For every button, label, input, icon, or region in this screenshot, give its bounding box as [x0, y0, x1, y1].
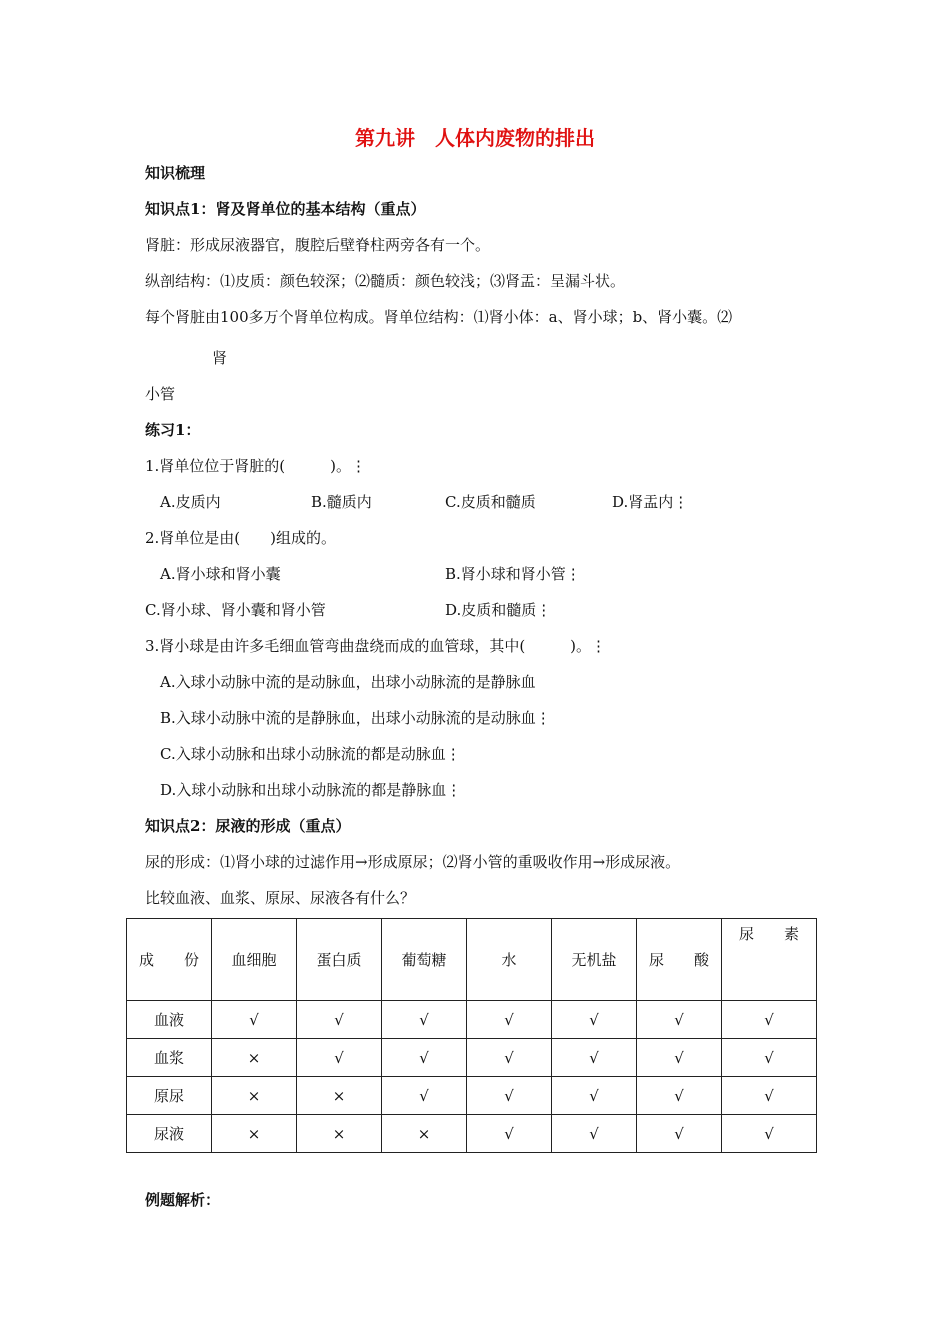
table-cell: √: [637, 1077, 722, 1115]
table-cell: √: [722, 1001, 817, 1039]
table-cell: √: [722, 1077, 817, 1115]
table-header-cell: 血细胞: [212, 919, 297, 1001]
table-cell: √: [467, 1039, 552, 1077]
table-cell: √: [382, 1077, 467, 1115]
table-header-cell: 蛋白质: [297, 919, 382, 1001]
table-cell: √: [212, 1001, 297, 1039]
example-heading: 例题解析：: [145, 1191, 221, 1209]
comparison-table: [126, 918, 817, 1153]
kp2-line-formation: 尿的形成：⑴肾小球的过滤作用→形成原尿；⑵肾小管的重吸收作用→形成尿液。: [145, 853, 681, 871]
kp1-heading: 知识点1：肾及肾单位的基本结构（重点）: [145, 200, 426, 218]
table-header-cell: 水: [467, 919, 552, 1001]
table-cell: 血浆: [127, 1039, 212, 1077]
table-cell: ×: [212, 1077, 297, 1115]
q2-option-d: D.皮质和髓质⋮: [445, 601, 552, 619]
q3-option-b: B.入球小动脉中流的是静脉血，出球小动脉流的是动脉血⋮: [160, 709, 551, 727]
kp1-line-tubule: 小管: [145, 385, 176, 403]
table-header-cell: 葡萄糖: [382, 919, 467, 1001]
kp1-line-shen: 肾: [212, 349, 228, 367]
table-cell: ×: [212, 1115, 297, 1153]
table-cell: √: [382, 1001, 467, 1039]
q1-option-b: B.髓质内: [311, 493, 372, 511]
table-cell: ×: [297, 1115, 382, 1153]
table-row: [127, 1077, 817, 1115]
table-cell: √: [297, 1039, 382, 1077]
table-cell: √: [552, 1115, 637, 1153]
q3-option-c: C.入球小动脉和出球小动脉流的都是动脉血⋮: [160, 745, 461, 763]
table-cell: ×: [297, 1077, 382, 1115]
kp2-heading: 知识点2：尿液的形成（重点）: [145, 817, 351, 835]
table-cell: √: [637, 1039, 722, 1077]
kp1-line-nephron: 每个肾脏由100多万个肾单位构成。肾单位结构：⑴肾小体：a、肾小球；b、肾小囊。⑵: [145, 308, 733, 326]
q3-stem: 3.肾小球是由许多毛细血管弯曲盘绕而成的血管球，其中( )。⋮: [145, 637, 607, 655]
q1-stem: 1.肾单位位于肾脏的( )。⋮: [145, 457, 367, 475]
table-header-cell: 无机盐: [552, 919, 637, 1001]
q2-stem: 2.肾单位是由( )组成的。: [145, 529, 337, 547]
q2-option-a: A.肾小球和肾小囊: [160, 565, 281, 583]
table-row: [127, 1001, 817, 1039]
table-cell: ×: [212, 1039, 297, 1077]
table-cell: √: [467, 1077, 552, 1115]
exercise1-heading: 练习1：: [145, 421, 201, 439]
table-cell: 血液: [127, 1001, 212, 1039]
table-cell: √: [297, 1001, 382, 1039]
table-cell: 原尿: [127, 1077, 212, 1115]
section-review-heading: 知识梳理: [145, 164, 206, 182]
kp1-line-section: 纵剖结构：⑴皮质：颜色较深；⑵髓质：颜色较浅；⑶肾盂：呈漏斗状。: [145, 272, 626, 290]
table-cell: ×: [382, 1115, 467, 1153]
table-header-cell: 成 份: [127, 919, 212, 1001]
table-cell: 尿液: [127, 1115, 212, 1153]
table-cell: √: [382, 1039, 467, 1077]
table-row: [127, 1039, 817, 1077]
table-header-cell: 尿 素: [722, 919, 817, 1001]
table-cell: √: [722, 1115, 817, 1153]
q1-option-a: A.皮质内: [160, 493, 221, 511]
q1-option-c: C.皮质和髓质: [445, 493, 536, 511]
q1-option-d: D.肾盂内⋮: [612, 493, 689, 511]
q3-option-a: A.入球小动脉中流的是动脉血，出球小动脉流的是静脉血: [160, 673, 536, 691]
kp2-line-compare: 比较血液、血浆、原尿、尿液各有什么？: [145, 889, 416, 907]
table-cell: √: [552, 1039, 637, 1077]
table-cell: √: [637, 1115, 722, 1153]
q2-option-b: B.肾小球和肾小管⋮: [445, 565, 581, 583]
q2-option-c: C.肾小球、肾小囊和肾小管: [145, 601, 326, 619]
table-cell: √: [467, 1001, 552, 1039]
table-row: [127, 1115, 817, 1153]
table-cell: √: [722, 1039, 817, 1077]
table-cell: √: [467, 1115, 552, 1153]
table-cell: √: [552, 1001, 637, 1039]
page-title: 第九讲 人体内废物的排出: [355, 126, 595, 150]
table-header-row: [127, 919, 817, 1001]
table-cell: √: [637, 1001, 722, 1039]
q3-option-d: D.入球小动脉和出球小动脉流的都是静脉血⋮: [160, 781, 462, 799]
kp1-line-kidney: 肾脏：形成尿液器官，腹腔后壁脊柱两旁各有一个。: [145, 236, 491, 254]
table-cell: √: [552, 1077, 637, 1115]
table-header-cell: 尿 酸: [637, 919, 722, 1001]
